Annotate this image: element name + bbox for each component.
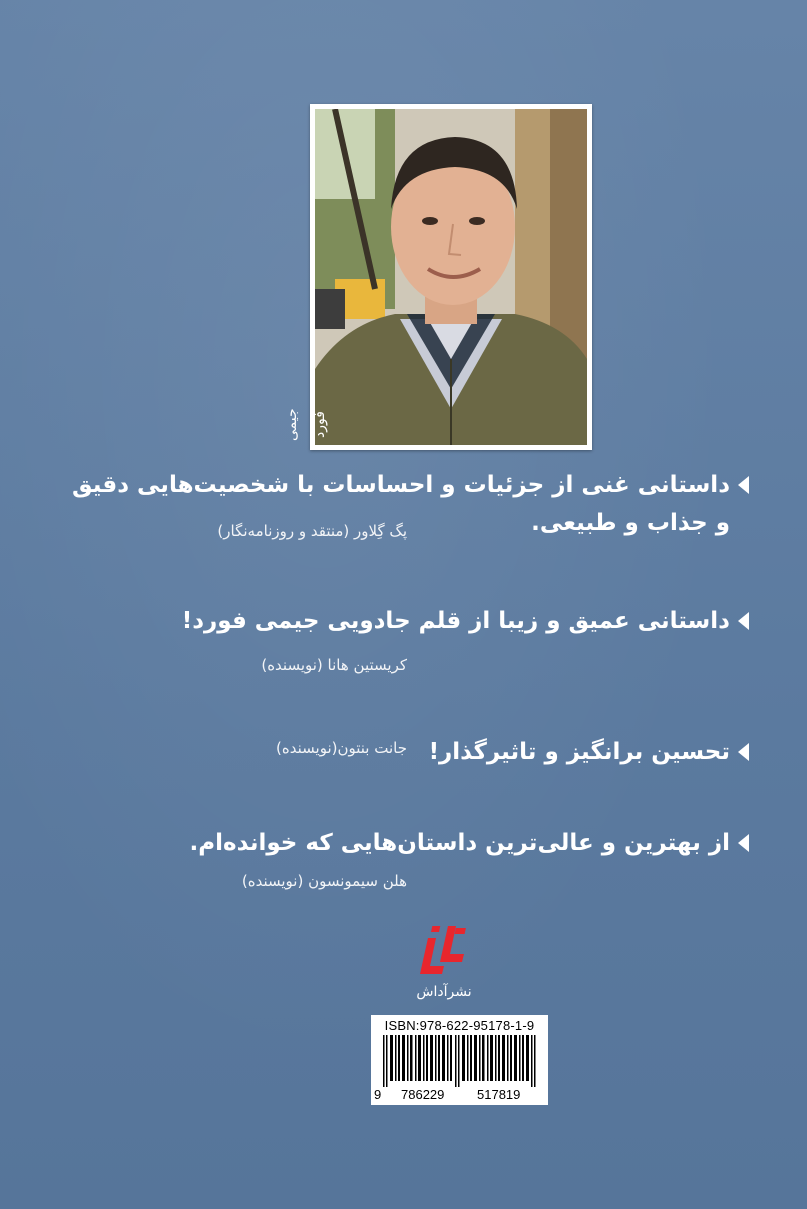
barcode-first-digit: 9 [374, 1087, 382, 1102]
quote-2 [182, 602, 749, 640]
publisher-name: نشرآداش [416, 984, 472, 1000]
quote-1-attribution: پگ گِلاور (منتقد و روزنامه‌نگار) [217, 522, 407, 540]
author-portrait-image [315, 109, 587, 445]
bullet-triangle-icon [738, 612, 749, 630]
quote-3 [429, 733, 749, 771]
isbn-barcode [371, 1015, 548, 1105]
quote-1-line-2: و جذاب و طبیعی. [531, 510, 730, 536]
barcode-right-digits: 517819 [477, 1087, 521, 1102]
quote-1 [72, 466, 749, 542]
barcode-left-digits: 786229 [401, 1087, 445, 1102]
quote-2-attribution: کریستین هانا (نویسنده) [261, 656, 407, 674]
quote-2-line-1: داستانی عمیق و زیبا از قلم جادویی جیمی فورد! [182, 602, 749, 640]
quote-3-line-1: تحسین برانگیز و تاثیرگذار! [429, 733, 749, 771]
quote-4-attribution: هلن سیمونسون (نویسنده) [241, 872, 407, 890]
bullet-triangle-icon [738, 476, 749, 494]
quote-4-line-1: از بهترین و عالی‌ترین داستان‌هایی که خوانده‌ام. [190, 824, 749, 862]
bullet-triangle-icon [738, 834, 749, 852]
photo-caption: جیمی فورد [284, 408, 328, 442]
bullet-triangle-icon [738, 743, 749, 761]
quote-1-line-1: داستانی غنی از جزئیات و احساسات با شخصیت‌هایی دقیق [72, 466, 749, 504]
author-photo [315, 109, 587, 445]
barcode-bars [383, 1035, 537, 1087]
publisher-logo [414, 918, 474, 978]
author-photo-frame [310, 104, 592, 450]
quote-4 [190, 824, 749, 862]
quote-3-attribution: جانت بنتون(نویسنده) [276, 739, 407, 757]
isbn-text: ISBN:978-622-95178-1-9 [384, 1018, 535, 1033]
